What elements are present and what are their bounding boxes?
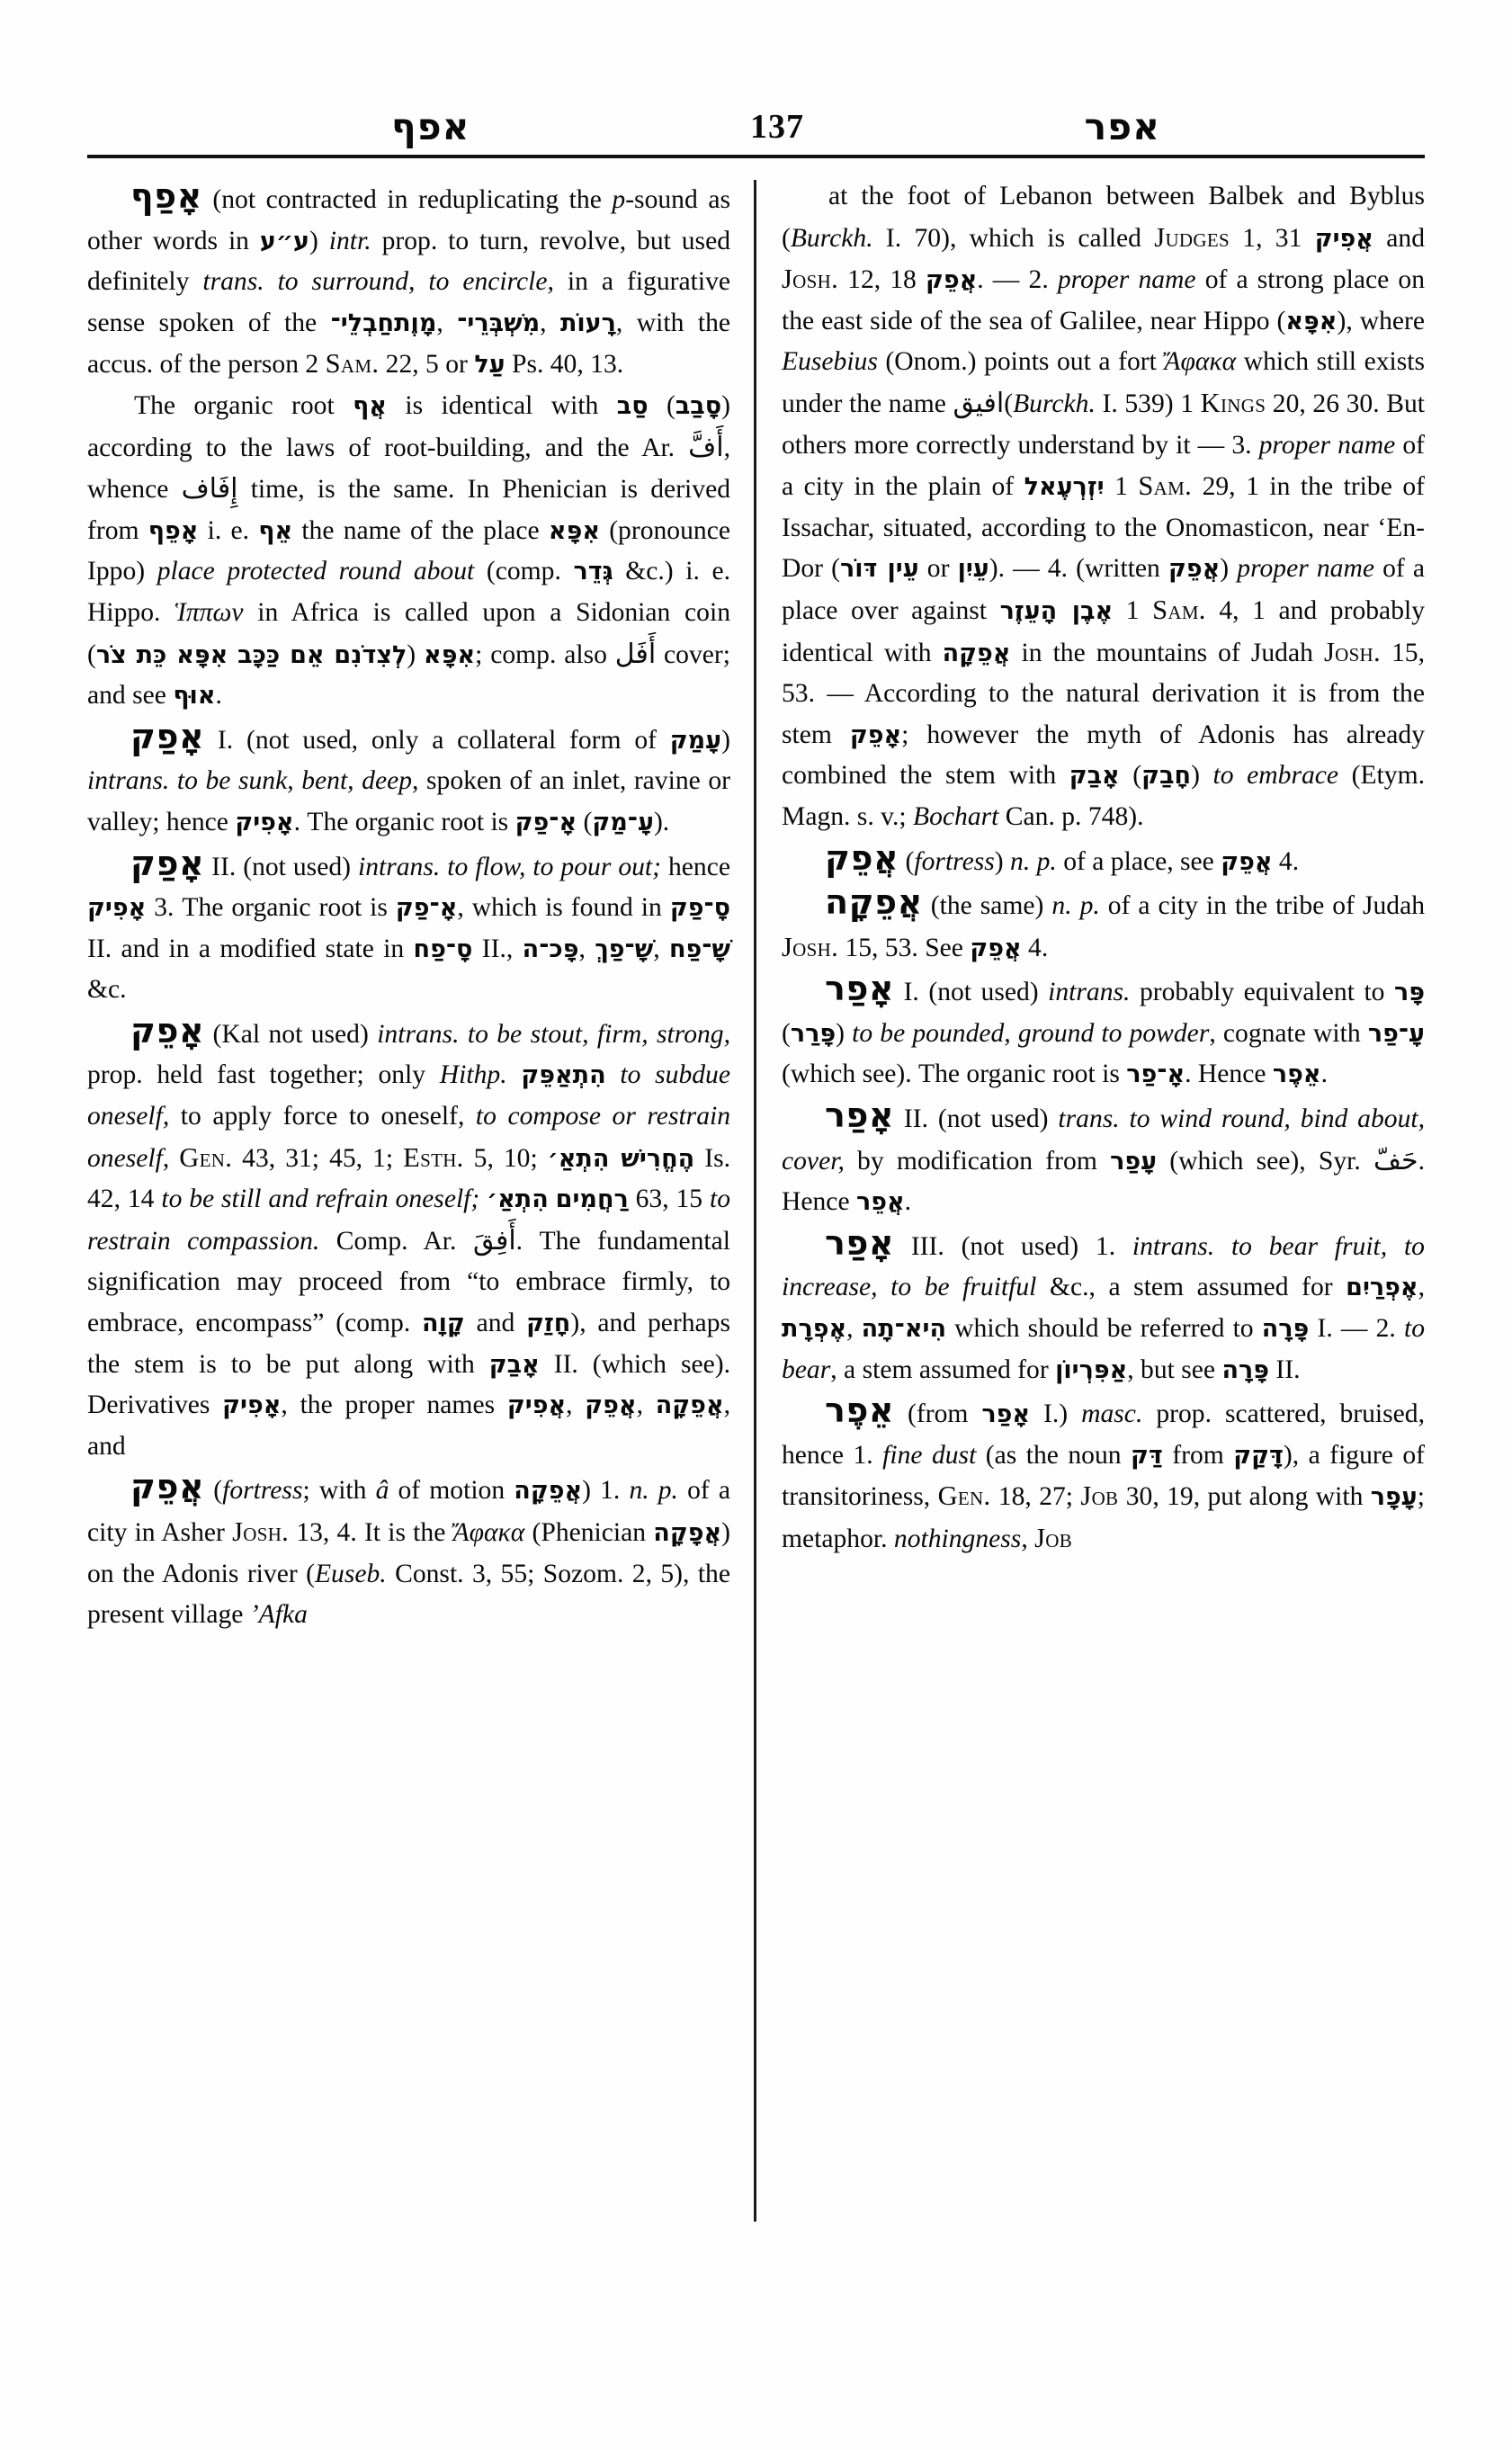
dictionary-entry: אָפַף (not contracted in reduplicating the p-sound as other words in ע״ע) intr. prop. to turn, revolve, but used definitely trans. to surround, to encircle, in a figurative sense spoken of the חַבְלֵי־מָוֶת, מִשְׁבְּרֵי־, רָעוֹת, with the accus. of the person 2 Sam. 22, 5 or עַל Ps. 40, 13. <box>87 176 731 380</box>
hebrew-text: עֵיִן <box>957 555 989 584</box>
smallcaps-reference: Josh. <box>1323 636 1381 667</box>
page-number: 137 <box>749 108 804 146</box>
italic-text: intr. <box>328 226 371 255</box>
column-gutter <box>730 176 782 2380</box>
dictionary-entry: אָפַר I. (not used) intrans. probably equivalent to פָּר (פָּרַר) to be pounded, ground to powder, cognate with עָ־פַר (which see). The organic root is אָ־פַר. Hence אֵפֶר. <box>782 969 1425 1089</box>
hebrew-text: פָּרָה <box>1221 1355 1270 1384</box>
hebrew-text: סַב <box>616 391 649 420</box>
hebrew-text: מָוֶת <box>394 308 437 337</box>
hebrew-text: גְּדֵר <box>573 558 613 586</box>
italic-text: fine dust <box>882 1440 977 1470</box>
arabic-text: أَفَّ <box>688 431 724 463</box>
entry-headword: אֵפֶר <box>825 1390 895 1431</box>
column-divider <box>754 180 756 2222</box>
hebrew-text: הִתְאַפֵּק <box>521 1061 606 1090</box>
hebrew-text: אֲפֵק <box>925 266 978 295</box>
italic-text: place protected round about <box>157 557 475 586</box>
smallcaps-reference: Job <box>1034 1523 1073 1553</box>
hebrew-text: אָ־פַק <box>395 894 458 923</box>
hebrew-text: אֵפֶר <box>1272 1060 1321 1089</box>
arabic-text: إِفَاف <box>181 473 238 505</box>
hebrew-text: סָ־פַח <box>413 934 473 963</box>
hebrew-text: אוּף <box>173 682 216 711</box>
smallcaps-reference: Gen. <box>937 1480 991 1512</box>
hebrew-text: עָפַר <box>1110 1147 1158 1176</box>
hebrew-text: אֶפְרָת <box>782 1315 847 1344</box>
italic-text: intrans. to flow, to pour out; <box>357 852 661 881</box>
hebrew-text: שָׁ־פַךְ <box>595 934 654 963</box>
running-head-left: אפף <box>391 105 470 148</box>
italic-text: Burckh. <box>1013 389 1096 418</box>
arabic-text: افيق <box>953 387 1005 419</box>
hebrew-text: אֲף <box>353 391 387 420</box>
italic-text: to embrace <box>1212 761 1339 791</box>
greek-text: Ἄφακα <box>1164 347 1237 377</box>
right-column <box>782 176 1425 2380</box>
italic-text: to be pounded, ground to powder <box>852 1018 1210 1048</box>
hebrew-text: אֲפִיק <box>1314 224 1373 253</box>
hebrew-text: קָוָה <box>422 1310 465 1338</box>
greek-text: Ἱππων <box>174 597 244 627</box>
hebrew-text: אֲפֵק <box>585 1391 637 1420</box>
italic-text: Euseb. <box>314 1559 387 1588</box>
arabic-text: أَفِقَ <box>472 1224 516 1256</box>
hebrew-text: ע״ע <box>259 227 310 255</box>
hebrew-text: יִזְרְעֶאל <box>1024 473 1105 502</box>
italic-text: trans. to surround, to encircle, <box>202 267 554 297</box>
italic-text: proper name <box>1237 554 1374 584</box>
italic-text: fortress <box>914 846 995 876</box>
hebrew-text: עָפָר <box>1370 1483 1418 1512</box>
hebrew-text: רַחֲמִים <box>555 1185 629 1214</box>
hebrew-text: אַפִּרְיוֹן <box>1055 1355 1128 1384</box>
hebrew-text: אֲפֵק <box>1168 555 1221 584</box>
left-column <box>87 176 730 2380</box>
italic-text: proper name <box>1258 430 1396 460</box>
hebrew-text: פָּכ־ה <box>522 934 579 963</box>
italic-text: Bochart <box>913 801 999 831</box>
smallcaps-reference: Sam. <box>325 348 380 380</box>
hebrew-text: שָׁ־פַח <box>669 934 730 963</box>
hebrew-text: חַבְלֵי־ <box>330 308 395 337</box>
hebrew-text: פָּרָה <box>1261 1315 1310 1344</box>
dictionary-entry: אֲפֵקָה (the same) n. p. of a city in the tribe of Judah Josh. 15, 53. See אֲפֵק 4. <box>782 882 1425 962</box>
hebrew-text: אָפֵף <box>148 516 199 545</box>
hebrew-text: אָבַק <box>1069 762 1120 791</box>
hebrew-text: רָעוֹת <box>559 308 616 337</box>
hebrew-text: אֲפֵר <box>855 1188 905 1217</box>
dictionary-entry: אָפַר III. (not used) 1. intrans. to bear fruit, to increase, to be fruitful &c., a stem assumed for אֶפְרַיִם, אֶפְרָת, הִיא־תָה which should be referred to פָּרָה I. — 2. to bear, a stem assumed for אַפִּרְיוֹן, but see פָּרָה II. <box>782 1222 1425 1384</box>
italic-text: masc. <box>1081 1399 1143 1429</box>
italic-text: to bear <box>782 1314 1425 1384</box>
entry-headword: אֲפֵק <box>825 837 899 878</box>
dictionary-entry: אָפַק I. (not used, only a collateral form of עָמַק) intrans. to be sunk, bent, deep, spoken of an inlet, ravine or valley; hence אָפִיק. The organic root is אָ־פַק (עָ־מַק). <box>87 716 730 836</box>
continuation-paragraph: The organic root אֲף is identical with סַב (סָבַב) according to the laws of root-building, and the Ar. أَفَّ, whence إِفَاف time, is the same. In Phenician is derived from אָפֵף i. e. אֵף the name of the place אִפָּא (pronounce Ippo) place protected round about (comp. גְּדֵר &c.) i. e. Hippo. Ἱππων in Africa is called upon a Sidonian coin (לְצִדֹנִם אֵם כַּכָּב אִפָּא כֵּת צֹר) אִפָּא; comp. also أَفَل cover; and see אוּף. <box>87 390 730 711</box>
smallcaps-reference: Sam. <box>1138 470 1193 502</box>
hebrew-text: הִיא־תָה <box>861 1315 947 1344</box>
entry-headword: אָפַר <box>825 969 895 1009</box>
hebrew-text: אָפִיק <box>235 808 294 836</box>
hebrew-text: עָ־מַק <box>592 808 654 836</box>
entry-headword: אָפַף <box>130 176 202 216</box>
hebrew-text: פָּר <box>1393 979 1425 1007</box>
entry-headword: אָפַר <box>825 1222 895 1263</box>
greek-text: Ἄφακα <box>452 1518 525 1547</box>
italic-text: trans. to wind round, bind about, cover, <box>782 1104 1425 1176</box>
italic-text: intrans. to be sunk, bent, deep, <box>87 766 419 796</box>
italic-text: intrans. to be stout, firm, strong, <box>377 1019 730 1049</box>
hebrew-text: אֲפֵקָה <box>514 1477 583 1506</box>
hebrew-text: דָּקַק <box>1233 1441 1284 1470</box>
entry-headword: אָפַק <box>130 843 205 883</box>
entry-headword: אֲפֵקָה <box>825 882 923 923</box>
hebrew-text: אָפֵק <box>849 720 902 749</box>
dictionary-entry: אָפַק II. (not used) intrans. to flow, to pour out; hence אָפִיק 3. The organic root is אָ־פַק, which is found in סָ־פַק II. and in a modified state in סָ־פַח II., פָּכ־ה, שָׁ־פַךְ, שָׁ־פַח &c. <box>87 843 731 1005</box>
running-head-right: אפר <box>1084 105 1160 148</box>
italic-text: n. p. <box>629 1476 678 1506</box>
dictionary-entry: אָפַר II. (not used) trans. to wind round, bind about, cover, by modification from עָפַר (which see), Syr. حَفّ. Hence אֲפֵר. <box>782 1095 1426 1217</box>
hebrew-text: הִתְאַ׳ <box>487 1185 549 1214</box>
hebrew-text: אֲפֵקָה <box>655 1391 724 1420</box>
italic-text: to restrain compassion. <box>87 1185 730 1256</box>
entry-headword: אָפַק <box>130 716 205 756</box>
italic-text: intrans. <box>1048 978 1131 1007</box>
hebrew-text: חָבַק <box>1141 762 1192 791</box>
italic-text: to compose or restrain oneself <box>87 1102 731 1173</box>
hebrew-text: הֶחֱרִישׁ הִתְאַ׳ <box>547 1144 695 1173</box>
hebrew-text: אֲפִיק <box>506 1391 567 1420</box>
smallcaps-reference: Job <box>1080 1480 1119 1512</box>
dictionary-entry: אֲפֵק (fortress; with â of motion אֲפֵקָה) 1. n. p. of a city in Asher Josh. 13, 4. It is the Ἄφακα (Phenician אֲפָקָה) on the Adonis river (Euseb. Const. 3, 55; Sozom. 2, 5), the present village ’Afka <box>87 1467 730 1630</box>
dictionary-entry: אֵפֶר (from אָפַר I.) masc. prop. scattered, bruised, hence 1. fine dust (as the noun דַּק from דָּקַק), a figure of transitoriness, Gen. 18, 27; Job 30, 19, put along with עָפָר; metaphor. nothingness, Job <box>782 1390 1426 1553</box>
smallcaps-reference: Kings <box>1200 387 1266 418</box>
continuation-paragraph: at the foot of Lebanon between Balbek and Byblus (Burckh. I. 70), which is called Judges 1, 31 אֲפִיק and Josh. 12, 18 אֲפֵק. — 2. proper name of a strong place on the east side of the sea of Galilee, near Hippo (אִפָּא), where Eusebius (Onom.) points out a fort Ἄφακα which still exists under the name افيق(Burckh. I. 539) 1 Kings 20, 26 30. But others more correctly understand by it — 3. proper name of a city in the plain of יִזְרְעֶאל 1 Sam. 29, 1 in the tribe of Issachar, situated, according to the Onomasticon, near ‘En-Dor (עֵין דּוֹר or עֵיִן). — 4. (written אֲפֵק) proper name of a place over against אֶבֶן הָעֵזֶר 1 Sam. 4, 1 and probably identical with אֲפֵקָה in the mountains of Judah Josh. 15, 53. — According to the natural derivation it is from the stem אָפֵק; however the myth of Adonis has already combined the stem with אָבַק (חָבַק) to embrace (Etym. Magn. s. v.; Bochart Can. p. 748). <box>782 182 1426 831</box>
hebrew-text: פָּרַר <box>790 1019 837 1048</box>
hebrew-text: אָפִיק <box>222 1391 282 1420</box>
italic-text: Eusebius <box>782 347 878 377</box>
smallcaps-reference: Gen. <box>179 1141 233 1173</box>
hebrew-text: עָ־פַר <box>1367 1019 1425 1048</box>
hebrew-text: אֲפָקָה <box>653 1519 722 1547</box>
hebrew-text: סָ־פַק <box>669 894 731 923</box>
hebrew-text: עָמַק <box>669 726 722 755</box>
hebrew-text: אֲפֵקָה <box>942 639 1011 667</box>
smallcaps-reference: Sam. <box>1152 594 1206 625</box>
hebrew-text: אָפַר <box>981 1400 1031 1429</box>
hebrew-text: דַּק <box>1131 1441 1163 1470</box>
italic-text: ’Afka <box>249 1600 308 1630</box>
italic-text: â <box>375 1476 389 1506</box>
smallcaps-reference: Josh. <box>782 931 839 962</box>
smallcaps-reference: Judges <box>1154 221 1230 253</box>
hebrew-text: אִפָּא <box>424 640 476 669</box>
hebrew-text: אֵף <box>258 516 293 545</box>
smallcaps-reference: Josh. <box>782 264 839 295</box>
entry-headword: אֲפֵק <box>130 1467 205 1507</box>
italic-text: nothingness <box>893 1525 1022 1553</box>
hebrew-text: אֲפֵק <box>970 934 1022 962</box>
smallcaps-reference: Esth. <box>403 1141 464 1173</box>
hebrew-text: אֶבֶן הָעֵזֶר <box>999 596 1114 625</box>
italic-text: n. p. <box>1051 891 1100 921</box>
italic-text: to subdue oneself, <box>87 1060 730 1131</box>
entry-headword: אָפַר <box>825 1095 895 1136</box>
hebrew-text: אִפָּא <box>1285 307 1338 335</box>
hebrew-text: אָ־פַר <box>1126 1060 1185 1089</box>
italic-text: Burckh. <box>790 223 873 253</box>
hebrew-text: עֵין דּוֹר <box>840 555 919 584</box>
hebrew-text: אָ־פַק <box>514 808 577 836</box>
smallcaps-reference: Josh. <box>232 1516 290 1547</box>
hebrew-text: אִפָּא <box>548 516 600 545</box>
hebrew-text: סָבַב <box>675 391 722 420</box>
italic-text: to be still and refrain oneself; <box>161 1185 480 1214</box>
dictionary-entry: אֲפֵק (fortress) n. p. of a place, see אֲפֵק 4. <box>782 838 1425 883</box>
hebrew-text: מִשְׁבְּרֵי־ <box>457 308 541 337</box>
hebrew-text: עַל <box>474 351 505 380</box>
hebrew-text: אָבַק <box>488 1350 540 1379</box>
italic-text: intrans. to bear fruit, to increase, to be fruitful <box>782 1231 1425 1302</box>
italic-text: p <box>612 185 626 214</box>
italic-text: proper name <box>1057 265 1196 295</box>
italic-text: Hithp. <box>439 1060 507 1090</box>
dictionary-entry: אָפֵק (Kal not used) intrans. to be stout, firm, strong, prop. held fast together; only Hithp. הִתְאַפֵּק to subdue oneself, to apply force to oneself, to compose or restrain oneself, Gen. 43, 31; 45, 1; Esth. 5, 10; הֶחֱרִישׁ הִתְאַ׳ Is. 42, 14 to be still and refrain oneself; הִתְאַ׳ רַחֲמִים 63, 15 to restrain compassion. Comp. Ar. أَفِقَ. The fundamental signification may proceed from “to embrace firmly, to embrace, encompass” (comp. קָוָה and חָזַק), and perhaps the stem is to be put along with אָבַק II. (which see). Derivatives אָפִיק, the proper names אֲפִיק, אֲפֵק, אֲפֵקָה, and <box>87 1010 731 1461</box>
italic-text: fortress <box>222 1476 303 1506</box>
running-head <box>139 83 1381 146</box>
hebrew-text: אֲפֵק <box>1221 847 1273 876</box>
hebrew-text: חָזַק <box>526 1310 571 1338</box>
italic-text: n. p. <box>1010 846 1057 876</box>
arabic-text: حَفّ <box>1373 1144 1418 1176</box>
entry-headword: אָפֵק <box>130 1010 205 1051</box>
hebrew-text: לְצִדֹנִם אֵם כַּכָּב אִפָּא כֵּת צֹר <box>95 640 407 669</box>
text-columns <box>87 176 1425 2380</box>
hebrew-text: אָפִיק <box>87 894 147 923</box>
hebrew-text: אֶפְרַיִם <box>1346 1274 1418 1302</box>
header-rule <box>87 155 1425 158</box>
arabic-text: أَفَل <box>614 638 657 670</box>
